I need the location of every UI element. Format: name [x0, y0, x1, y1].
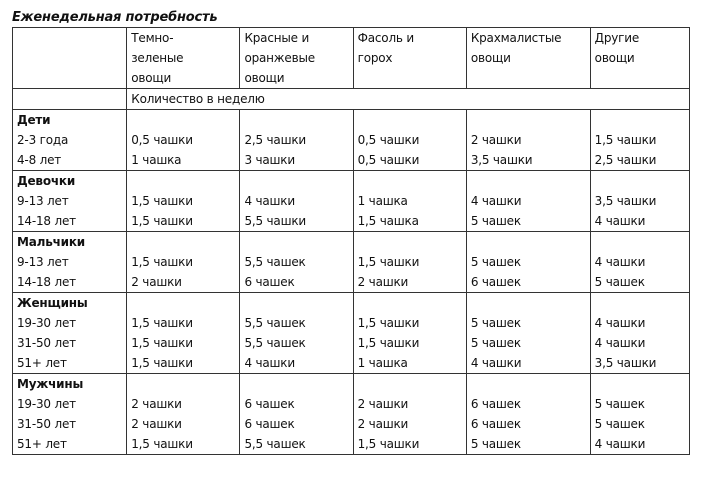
group-spacer — [131, 110, 239, 130]
subheader-row — [13, 89, 690, 110]
cup-amount: 4 чашки — [594, 437, 646, 451]
value-cell — [590, 110, 689, 171]
cup-amount: 5 чашек — [594, 417, 645, 431]
value-cell — [466, 293, 590, 374]
group-name: Дети — [17, 113, 51, 127]
header-cell-dark-green — [127, 28, 240, 89]
cup-amount: 4 чашки — [594, 214, 646, 228]
value-cell — [240, 232, 353, 293]
cup-amount: 6 чашек — [244, 275, 295, 289]
age-range: 4-8 лет — [17, 153, 62, 167]
subheader-cell — [127, 89, 690, 110]
value-cell — [127, 171, 240, 232]
value-cell — [353, 110, 466, 171]
age-range: 51+ лет — [17, 356, 67, 370]
group-spacer — [358, 171, 466, 191]
cup-amount: 0,5 чашки — [357, 153, 420, 167]
cup-amount: 5 чашек — [470, 316, 521, 330]
header-line: Красные и — [244, 31, 310, 45]
cup-amount: 5,5 чашек — [244, 336, 306, 350]
cup-amount: 3,5 чашки — [594, 194, 657, 208]
header-line: Фасоль и — [357, 31, 415, 45]
group-row — [13, 374, 690, 455]
value-cell — [590, 232, 689, 293]
value-cell — [240, 110, 353, 171]
cup-amount: 2 чашки — [131, 397, 182, 411]
cup-amount: 3 чашки — [244, 153, 295, 167]
value-cell — [353, 171, 466, 232]
age-range: 51+ лет — [17, 437, 67, 451]
header-cell-starchy — [466, 28, 590, 89]
age-range: 19-30 лет — [17, 397, 76, 411]
value-cell — [353, 232, 466, 293]
cup-amount: 2,5 чашки — [244, 133, 307, 147]
weekly-requirement-table — [12, 27, 690, 455]
cup-amount: 2 чашки — [357, 275, 409, 289]
header-line: овощи — [470, 51, 511, 65]
group-spacer — [244, 293, 352, 313]
header-line: оранжевые — [244, 51, 315, 65]
group-spacer — [471, 110, 590, 130]
group-name: Мужчины — [17, 377, 84, 391]
group-row — [13, 232, 690, 293]
group-spacer — [471, 232, 590, 252]
age-group-cell — [13, 110, 127, 171]
cup-amount: 4 чашки — [244, 356, 295, 370]
group-spacer — [131, 293, 239, 313]
age-group-cell — [13, 232, 127, 293]
group-spacer — [244, 232, 352, 252]
group-spacer — [358, 232, 466, 252]
cup-amount: 0,5 чашки — [131, 133, 193, 147]
value-cell — [127, 374, 240, 455]
age-range: 31-50 лет — [17, 417, 76, 431]
header-line: Крахмалистые — [470, 31, 562, 45]
cup-amount: 6 чашек — [470, 417, 521, 431]
group-spacer — [358, 374, 466, 394]
group-spacer — [595, 110, 689, 130]
age-group-cell — [13, 374, 127, 455]
value-cell — [590, 293, 689, 374]
cup-amount: 0,5 чашки — [357, 133, 420, 147]
cup-amount: 1,5 чашки — [131, 214, 193, 228]
value-cell — [466, 232, 590, 293]
value-cell — [240, 293, 353, 374]
cup-amount: 5 чашек — [594, 397, 645, 411]
cup-amount: 2 чашки — [131, 417, 182, 431]
cup-amount: 1,5 чашки — [131, 255, 193, 269]
cup-amount: 2 чашки — [357, 417, 409, 431]
table-title: Еженедельная потребность — [12, 10, 218, 25]
value-cell — [590, 374, 689, 455]
table-body — [13, 28, 690, 455]
subheader-text: Количество в неделю — [131, 92, 265, 106]
cup-amount: 5,5 чашки — [244, 214, 307, 228]
age-range: 9-13 лет — [17, 194, 69, 208]
group-name: Мальчики — [17, 235, 86, 249]
group-spacer — [595, 374, 689, 394]
value-cell — [240, 171, 353, 232]
group-spacer — [131, 232, 239, 252]
cup-amount: 4 чашки — [594, 316, 646, 330]
cup-amount: 5 чашек — [470, 255, 521, 269]
cup-amount: 1,5 чашки — [131, 437, 193, 451]
cup-amount: 1,5 чашки — [357, 255, 420, 269]
age-range: 19-30 лет — [17, 316, 76, 330]
cup-amount: 1,5 чашки — [131, 356, 193, 370]
group-row — [13, 171, 690, 232]
value-cell — [127, 110, 240, 171]
group-spacer — [358, 110, 466, 130]
cup-amount: 5,5 чашек — [244, 316, 306, 330]
group-row — [13, 110, 690, 171]
cup-amount: 1,5 чашки — [131, 194, 193, 208]
cup-amount: 1,5 чашки — [594, 133, 657, 147]
header-cell-other — [590, 28, 689, 89]
value-cell — [353, 374, 466, 455]
cup-amount: 5 чашек — [470, 437, 521, 451]
header-cell-red-orange — [240, 28, 353, 89]
cup-amount: 1,5 чашка — [357, 214, 419, 228]
cup-amount: 5,5 чашек — [244, 255, 306, 269]
cup-amount: 6 чашек — [470, 397, 521, 411]
subheader-empty — [13, 89, 127, 110]
cup-amount: 5 чашек — [470, 214, 521, 228]
cup-amount: 1,5 чашки — [357, 336, 420, 350]
group-spacer — [595, 171, 689, 191]
group-spacer — [595, 293, 689, 313]
group-spacer — [131, 171, 239, 191]
group-row — [13, 293, 690, 374]
age-range: 2-3 года — [17, 133, 69, 147]
cup-amount: 2 чашки — [357, 397, 409, 411]
document — [12, 9, 692, 455]
age-range: 14-18 лет — [17, 214, 76, 228]
age-range: 31-50 лет — [17, 336, 76, 350]
value-cell — [466, 374, 590, 455]
cup-amount: 4 чашки — [470, 194, 522, 208]
age-group-cell — [13, 171, 127, 232]
group-name: Женщины — [17, 296, 88, 310]
cup-amount: 4 чашки — [244, 194, 295, 208]
cup-amount: 1 чашка — [357, 356, 408, 370]
cup-amount: 1,5 чашки — [131, 316, 193, 330]
age-range: 9-13 лет — [17, 255, 69, 269]
group-spacer — [244, 110, 352, 130]
header-line: Темно- — [131, 31, 174, 45]
cup-amount: 6 чашек — [244, 417, 295, 431]
group-spacer — [595, 232, 689, 252]
value-cell — [466, 171, 590, 232]
cup-amount: 1,5 чашки — [357, 437, 420, 451]
cup-amount: 5,5 чашек — [244, 437, 306, 451]
value-cell — [590, 171, 689, 232]
header-line: горох — [357, 51, 393, 65]
cup-amount: 1 чашка — [357, 194, 408, 208]
value-cell — [127, 232, 240, 293]
cup-amount: 6 чашек — [244, 397, 295, 411]
group-spacer — [131, 374, 239, 394]
group-spacer — [244, 171, 352, 191]
header-cell-beans-peas — [353, 28, 466, 89]
cup-amount: 4 чашки — [470, 356, 522, 370]
cup-amount: 5 чашек — [470, 336, 521, 350]
cup-amount: 2 чашки — [470, 133, 522, 147]
age-group-cell — [13, 293, 127, 374]
header-line: овощи — [131, 71, 172, 85]
header-line: Другие — [594, 31, 640, 45]
age-range: 14-18 лет — [17, 275, 76, 289]
value-cell — [240, 374, 353, 455]
group-spacer — [471, 293, 590, 313]
header-cell-empty — [13, 28, 127, 89]
value-cell — [466, 110, 590, 171]
cup-amount: 5 чашек — [594, 275, 645, 289]
cup-amount: 6 чашек — [470, 275, 521, 289]
group-name: Девочки — [17, 174, 76, 188]
group-spacer — [244, 374, 352, 394]
header-row — [13, 28, 690, 89]
cup-amount: 1,5 чашки — [357, 316, 420, 330]
cup-amount: 1,5 чашки — [131, 336, 193, 350]
header-line: овощи — [244, 71, 285, 85]
cup-amount: 3,5 чашки — [470, 153, 533, 167]
cup-amount: 1 чашка — [131, 153, 182, 167]
cup-amount: 4 чашки — [594, 336, 646, 350]
group-spacer — [471, 374, 590, 394]
value-cell — [127, 293, 240, 374]
cup-amount: 2 чашки — [131, 275, 182, 289]
group-spacer — [471, 171, 590, 191]
header-line: овощи — [594, 51, 635, 65]
group-spacer — [358, 293, 466, 313]
cup-amount: 2,5 чашки — [594, 153, 657, 167]
cup-amount: 4 чашки — [594, 255, 646, 269]
value-cell — [353, 293, 466, 374]
header-line: зеленые — [131, 51, 184, 65]
cup-amount: 3,5 чашки — [594, 356, 657, 370]
